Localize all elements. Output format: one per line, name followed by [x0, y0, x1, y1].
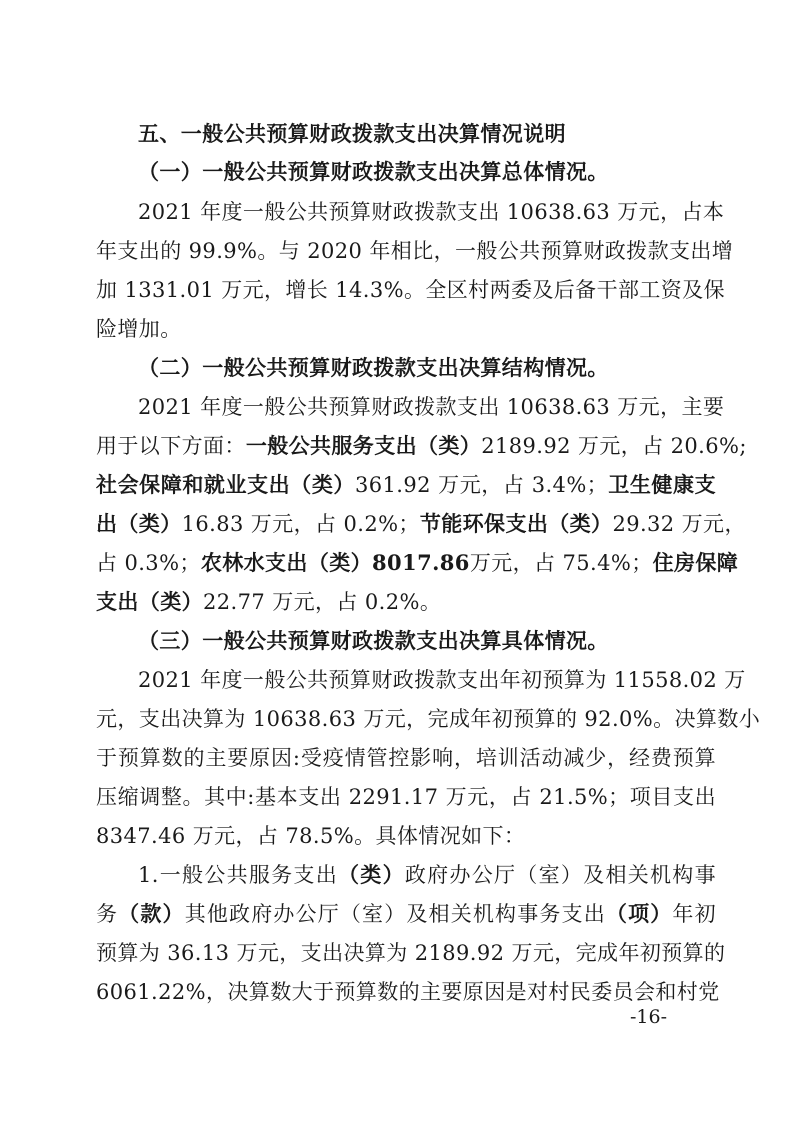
sub2-line-3: [96, 473, 716, 497]
sub2-category: 住房保障: [652, 550, 739, 575]
item1-text: 1.一般公共服务支出: [138, 863, 339, 887]
sub2-category: 节能环保支出（类）: [419, 511, 613, 536]
sub1-heading: （一）一般公共预算财政拨款支出决算总体情况。: [138, 159, 609, 184]
sub3-line-5: 8347.46 万元，占 78.5%。具体情况如下：: [96, 824, 526, 848]
sub2-category: 支出（类）: [96, 589, 203, 614]
sub2-text: 16.83 万元，占 0.2%；: [181, 512, 420, 536]
sub3-line-3: 于预算数的主要原因:受疫情管控影响，培训活动减少，经费预算: [96, 746, 716, 770]
sub2-text: 2189.92 万元，占 20.6%;: [481, 434, 747, 458]
item1-class: （类）: [338, 862, 405, 887]
sub2-category: 农林水支出（类）8017.86: [200, 550, 470, 575]
sub2-category: 卫生健康支: [608, 472, 716, 497]
sub2-heading: （二）一般公共预算财政拨款支出决算结构情况。: [138, 355, 609, 380]
sub3-line-1: 2021 年度一般公共预算财政拨款支出年初预算为 11558.02 万: [138, 668, 746, 692]
item1-line-3: 预算为 36.13 万元，支出决算为 2189.92 万元，完成年初预算的: [96, 941, 726, 965]
item1-text: 政府办公厅（室）及相关机构事: [404, 863, 716, 887]
sub1-line-1: 2021 年度一般公共预算财政拨款支出 10638.63 万元，占本: [138, 200, 725, 224]
sub2-text: 用于以下方面：: [96, 434, 246, 458]
item1-text: 务: [96, 902, 119, 926]
sub1-line-4: 险增加。: [96, 317, 182, 341]
sub2-category: 出（类）: [96, 511, 182, 536]
sub2-line-6: [96, 590, 716, 614]
sub2-text: 361.92 万元，占 3.4%；: [355, 473, 609, 497]
sub2-line-1: 2021 年度一般公共预算财政拨款支出 10638.63 万元，主要: [138, 395, 725, 419]
sub2-category: 一般公共服务支出（类）: [245, 433, 482, 458]
item1-text: 其他政府办公厅（室）及相关机构事务支出: [184, 902, 606, 926]
sub1-line-2: 年支出的 99.9%。与 2020 年相比，一般公共预算财政拨款支出增: [96, 239, 734, 263]
sub2-category: 社会保障和就业支出（类）: [96, 472, 355, 497]
section-title: 五、一般公共预算财政拨款支出决算情况说明: [138, 121, 566, 146]
sub2-text: 22.77 万元，占 0.2%。: [203, 590, 442, 614]
item1-line-2: [96, 902, 716, 926]
sub2-line-2: [96, 433, 747, 458]
sub3-line-4: 压缩调整。其中:基本支出 2291.17 万元，占 21.5%；项目支出: [96, 785, 716, 809]
sub2-line-5: [96, 550, 739, 575]
sub1-line-3: 加 1331.01 万元，增长 14.3%。全区村两委及后备干部工资及保: [96, 278, 725, 302]
item1-text: 年初: [672, 902, 716, 926]
sub2-text: 万元，占 75.4%；: [469, 551, 653, 575]
item1-line-1: [138, 863, 716, 887]
sub2-line-4: [96, 511, 746, 536]
sub2-text: 占 0.3%；: [96, 551, 201, 575]
item1-line-4: 6061.22%，决算数大于预算数的主要原因是对村民委员会和村党: [96, 980, 720, 1004]
item1-class: （项）: [605, 901, 673, 926]
sub2-text: 29.32 万元，: [612, 512, 746, 536]
item1-class: （款）: [118, 901, 185, 926]
sub3-heading: （三）一般公共预算财政拨款支出决算具体情况。: [138, 628, 609, 653]
sub3-line-2: 元，支出决算为 10638.63 万元，完成年初预算的 92.0%。决算数小: [96, 707, 761, 731]
page-number: -16-: [630, 1006, 668, 1028]
